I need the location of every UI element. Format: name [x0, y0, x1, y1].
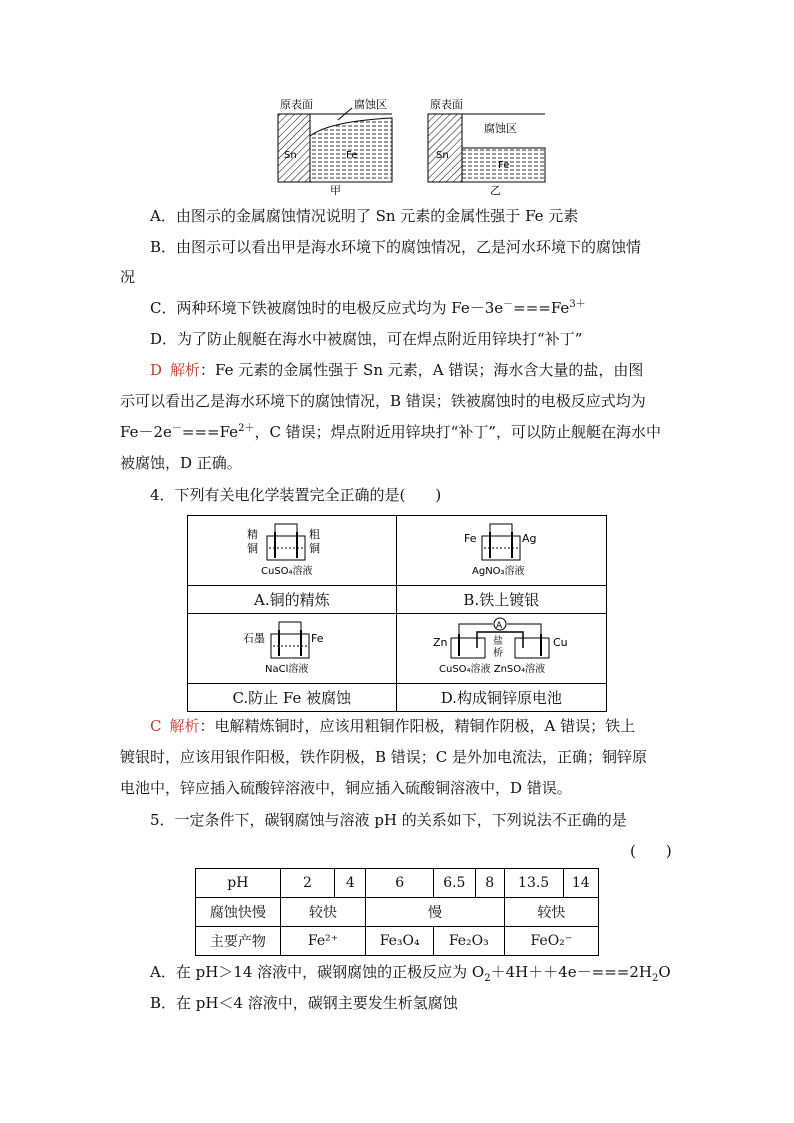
yi-sn-label: Sn: [436, 150, 449, 161]
device-b-left-label: Fe: [464, 531, 477, 545]
product-header: 主要产物: [196, 927, 281, 956]
ph-value: 2: [280, 869, 335, 898]
device-b-caption: B.铁上镀银: [396, 586, 606, 614]
q5-option-b: B．在 pH＜4 溶液中，碳钢主要发生析氢腐蚀: [150, 994, 458, 1012]
svg-text:铜: 铜: [308, 541, 320, 555]
product-value: FeO₂⁻: [504, 927, 598, 956]
q3-analysis-line2: 示可以看出乙是海水环境下的腐蚀情况，B 错误；铁被腐蚀时的电极反应式均为: [120, 392, 646, 410]
q5-option-a: A．在 pH＞14 溶液中，碳钢腐蚀的正极反应为 $O_2+4H++4e-===2H_2O$: [150, 963, 671, 984]
figure-jia: [278, 97, 392, 197]
q4-analysis-line2: 镀银时，应该用银作阳极，铁作阴极，B 错误；C 是外加电流法，正确；铜锌原: [120, 748, 648, 766]
q4-analysis-line1: C 解析：电解精炼铜时，应该用粗铜作阳极，精铜作阴极，A 错误；铁上: [150, 717, 636, 735]
device-cell-c: [188, 614, 397, 684]
jia-caption: 甲: [330, 184, 341, 197]
device-b-diagram: [426, 518, 576, 580]
device-cell-b: [396, 516, 606, 586]
svg-text:粗: 粗: [308, 527, 320, 541]
device-b-solution: AgNO₃溶液: [472, 565, 525, 577]
jia-zone-label: 腐蚀区: [354, 98, 387, 111]
yi-caption: 乙: [490, 184, 501, 197]
device-c-solution: NaCl溶液: [264, 663, 309, 675]
ph-value: 4: [335, 869, 366, 898]
q3-option-b-line1: B．由图示可以看出甲是海水环境下的腐蚀情况，乙是河水环境下的腐蚀情: [150, 238, 642, 256]
device-cell-d: [396, 614, 606, 684]
device-a-diagram: [217, 518, 367, 580]
device-d-diagram: [411, 616, 591, 678]
product-value: Fe₃O₄: [366, 927, 434, 956]
q4-answer: C: [150, 717, 162, 735]
device-a-solution: CuSO₄溶液: [260, 565, 313, 577]
ph-value: 8: [475, 869, 504, 898]
svg-text:精: 精: [246, 527, 258, 541]
device-c-diagram: [217, 616, 367, 678]
yi-zone-label: 腐蚀区: [484, 122, 517, 135]
q4-device-table: [187, 515, 607, 712]
device-c-left-label: 石墨: [242, 631, 265, 645]
corrosion-figure: [270, 96, 560, 198]
q5-stem: 5．一定条件下，碳钢腐蚀与溶液 pH 的关系如下，下列说法不正确的是: [150, 811, 627, 829]
rate-value: 较快: [280, 898, 366, 927]
rate-value: 慢: [366, 898, 504, 927]
q3-answer: D: [150, 361, 163, 379]
ph-value: 6.5: [433, 869, 475, 898]
device-d-left-label: Zn: [433, 635, 448, 649]
device-c-right-label: Fe: [310, 631, 324, 645]
rate-header: 腐蚀快慢: [196, 898, 281, 927]
rate-value: 较快: [504, 898, 598, 927]
svg-text:桥: 桥: [493, 647, 504, 659]
device-d-meter: A: [496, 620, 503, 631]
device-a-caption: A.铜的精炼: [188, 586, 397, 614]
device-cell-a: [188, 516, 397, 586]
product-value: Fe₂O₃: [433, 927, 504, 956]
q4-analysis-line3: 电池中，锌应插入硫酸锌溶液中，铜应插入硫酸铜溶液中，D 错误。: [120, 779, 572, 797]
device-b-right-label: Ag: [522, 531, 537, 545]
q4-analysis-label: 解析: [169, 717, 200, 735]
q3-option-d: D．为了防止舰艇在海水中被腐蚀，可在焊点附近用锌块打“补丁”: [150, 330, 583, 348]
svg-text:盐: 盐: [493, 635, 504, 647]
q3-option-a: A．由图示的金属腐蚀情况说明了 Sn 元素的金属性强于 Fe 元素: [150, 207, 579, 225]
product-value: Fe²⁺: [280, 927, 366, 956]
q3-option-b-line2: 况: [120, 268, 136, 286]
jia-fe-label: Fe: [346, 150, 358, 161]
device-d-solution: CuSO₄溶液 ZnSO₄溶液: [439, 663, 546, 675]
ph-value: 6: [366, 869, 434, 898]
ph-value: 13.5: [504, 869, 563, 898]
yi-surface-label: 原表面: [430, 98, 463, 111]
svg-text:铜: 铜: [246, 541, 258, 555]
q4-stem: 4．下列有关电化学装置完全正确的是( ): [150, 486, 442, 504]
ph-value: 14: [563, 869, 598, 898]
figure-yi: [428, 97, 545, 197]
jia-sn-label: Sn: [284, 150, 297, 161]
device-c-caption: C.防止 Fe 被腐蚀: [188, 684, 397, 712]
q5-bracket: ( ): [630, 842, 672, 860]
device-d-caption: D.构成铜锌原电池: [396, 684, 606, 712]
q3-analysis-line3: $Fe-2e^-===Fe^{2+}$，C 错误；焊点附近用锌块打“补丁”，可以防止舰艇在海水中: [120, 423, 662, 441]
device-d-right-label: Cu: [553, 635, 568, 649]
q3-option-c: C．两种环境下铁被腐蚀时的电极反应式均为 $Fe-3e^-===Fe^{3+}$: [150, 299, 586, 317]
jia-surface-label: 原表面: [280, 98, 313, 111]
q3-analysis-line1: D 解析：Fe 元素的金属性强于 Sn 元素，A 错误；海水含大量的盐，由图: [150, 361, 644, 379]
q3-analysis-label: 解析: [170, 361, 201, 379]
q3-analysis-line4: 被腐蚀，D 正确。: [120, 454, 242, 472]
yi-fe-label: Fe: [498, 160, 510, 171]
ph-header: pH: [196, 869, 281, 898]
q5-ph-table: [195, 868, 599, 956]
